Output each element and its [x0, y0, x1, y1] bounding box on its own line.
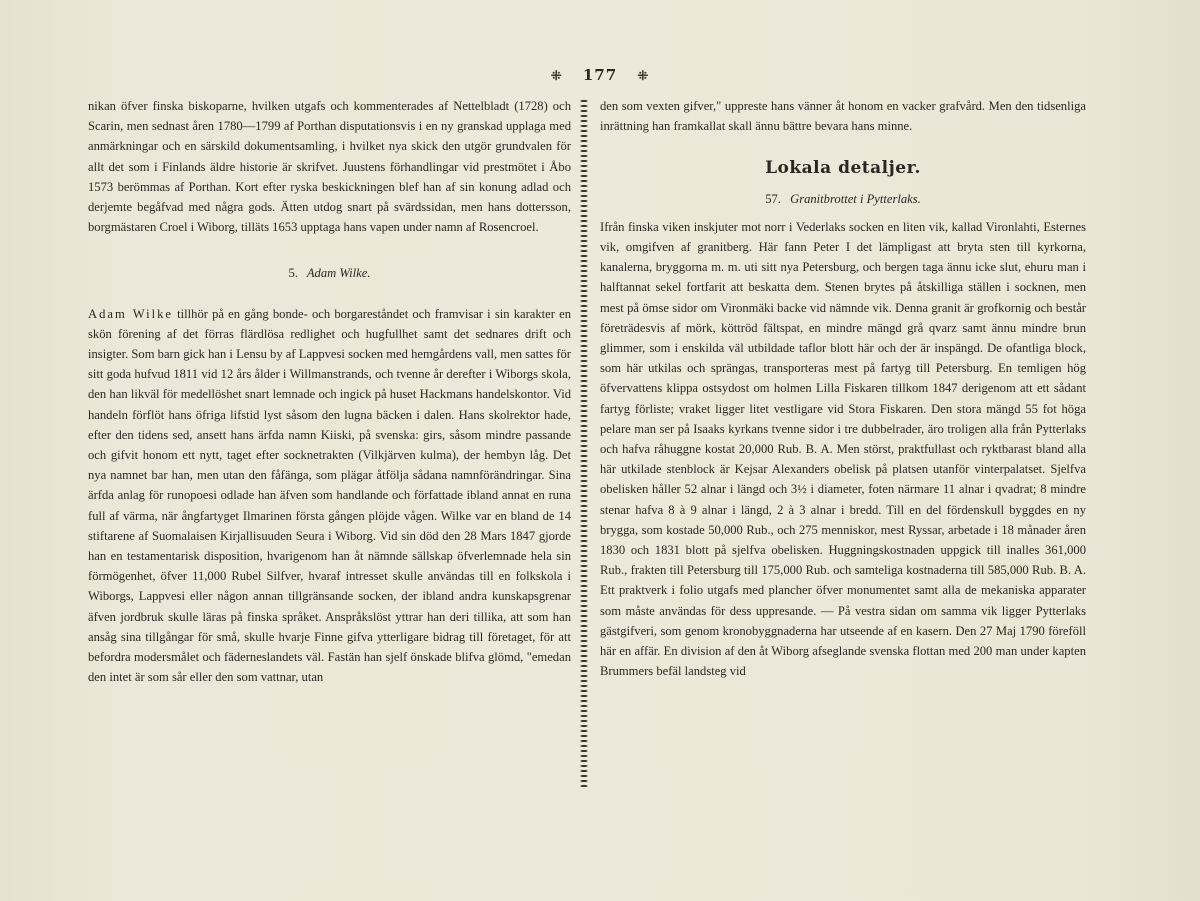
page-header	[0, 66, 1200, 84]
section-heading-57	[600, 189, 1086, 209]
ornament-left-icon: ⁜	[550, 69, 563, 84]
section-heading-5	[88, 263, 571, 283]
paragraph-lead-name: Adam Wilke	[88, 306, 173, 321]
section-title: Adam Wilke.	[306, 266, 371, 281]
column-divider	[580, 100, 588, 790]
left-paragraph-2	[88, 304, 571, 688]
section-title: Granitbrottet i Pytterlaks.	[790, 191, 921, 206]
left-column	[88, 96, 571, 687]
chapter-heading: Lokala detaljer.	[765, 158, 921, 179]
right-column	[600, 96, 1086, 681]
section-number: 5.	[288, 266, 298, 281]
section-number: 57.	[765, 191, 781, 206]
ornament-right-icon: ⁜	[637, 69, 650, 84]
page-number: 177	[582, 66, 618, 84]
paragraph-body: tillhör på en gång bonde- och borgareståndet och framvisar i sin karakter en skön förening af det förras flärdlösa redlighet och hugfullhet samt det sednares drift och insigter. Som barn gick han i Lensu by af Lappvesi socken med hemgårdens vall, men sattes för sitt goda hufvud 1811 vid 12 års ålder i Willmanstrands, och tvenne år derefter i Wiborgs skola, den han likväl för medellöshet snart lemnade och ingick på huset Hackmans handelskontor. Vid handeln förflöt hans öfriga lifstid lyst såsom den lugna bäcken i dalen. Hans skolrektor hade, efter den tidens sed, ansett hans ärfda namn Kiiski, på svenska: girs, såsom mindre passande och gifvit honom ett nytt, taget efter socknetrakten (Vilkjärven kulma), der hembyn låg. Det nya namnet bar han, men utan den fåfänga, som plägar åtfölja sådana namnförändringar. Sina ärfda anlag för runopoesi odlade han äfven som handlande och författade ibland annat en runa full af värma, när ångfartyget Ilmarinen första gången plöjde vågen. Wilke var en bland de 14 stiftarene af Suomalaisen Kirjallisuuden Seura i Wiborg. Vid sin död den 28 Mars 1847 gjorde han en testamentarisk disposition, hvarigenom han åt nämnde sällskap öfverlemnade hela sin förmögenhet, öfver 11,000 Rubel Silfver, hvaraf intresset skulle användas till en folkskola i Wiborgs, Lappvesi eller någon annan tillgränsande socken, der ibland andra kunskapsgrenar äfven jordbruk skulle läras på finska språket. Anspråkslöst yttrar han deri tillika, att som han ansåg sina tillgångar för små, skulle hvarje Finne gifva ytterligare bidrag till företaget, för att befordra modersmålet och fäderneslandets väl. Fastän han sjelf önskade blifva glömd, "emedan den intet är som sår eller den som vattnar, utan	[88, 306, 571, 685]
right-paragraph-1: den som vexten gifver," uppreste hans vänner åt honom en vacker grafvård. Men den tidsenliga inrättning han framkallat skall ännu bättre bevara hans minne.	[600, 99, 1086, 134]
right-paragraph-2: Ifrån finska viken inskjuter mot norr i Vederlaks socken en liten vik, kallad Vironlahti, Esternes vik, omgifven af granitberg. Här fann Peter I det lämpligast att bryta sten till kyrkorna, kanalerna, bryggorna m. m. uti sitt nya Petersburg, och bergen taga ännu icke slut, ehuru man i halftannat sekel fortfarit att beskatta dem. Stenen brytes på åtskilliga ställen i socknen, men mest på ömse sidor om Vironmäki backe vid nämnde vik. Denna granit är grofkornig och består företrädesvis af mörk, köttröd fältspat, en mindre mängd grå qvarz samt ännu mindre brun glimmer, som i enskilda väl utbildade taflor blott här och der är inspängd. De ofantliga block, som här utkilas och sprängas, transporteras mest på fartyg till Petersburg. En temligen hög öfvervattens klippa ostsydost om holmen Lilla Fiskaren tillkom 1847 derigenom att ett sådant fartyg förliste; vraket ligger litet vestligare vid Stora Fiskaren. Den stora mängd 55 fot höga pelare man ser på Isaaks kyrkans tvenne sidor i tre dubbelrader, äro troligen alla från Pytterlaks och hafva råhuggne kostat 20,000 Rub. B. A. Men störst, praktfullast och ryktbarast bland alla här utkilade stenblock är Kejsar Alexanders obelisk på platsen utanför vinterpalatset. Sjelfva obelisken håller 52 alnar i längd och 3½ i diameter, foten närmare 11 alnar i qvadrat; 8 mindre stenar hafva 8 à 9 alnar i längd, 2 à 3 alnar i bredd. Till en del fördenskull byggdes en ny brygga, som kostade 50,000 Rub., och 275 menniskor, mest Ryssar, arbetade i 18 månader åren 1830 och 1831 blott på sjelfva obelisken. Huggningskostnaden uppgick till inalles 361,000 Rub., frakten till Petersburg till 175,000 Rub. och samteliga kostnaderna till 585,000 Rub. B. A. Ett praktverk i folio utgafs med plancher öfver monumentet samt alla de mekaniska apparater som måste användas för dess uppresande. — På vestra sidan om samma vik ligger Pytterlaks gästgifveri, som genom kronobyggnaderna har utseende af en kasern. Den 27 Maj 1790 föreföll här en affär. En division af den åt Wiborg afseglande svenska flottan med 200 man under kapten Brummers befäl landsteg vid	[600, 219, 1086, 679]
left-paragraph-1: nikan öfver finska biskoparne, hvilken utgafs och kommenterades af Nettelbladt (1728) och Scarin, men sednast åren 1780—1799 af Porthan disputationsvis i en ny granskad upplaga med anmärkningar och en särskild dokumentsamling, i hvilket nya skick den utgör grundvalen för allt det som i Finlands äldre historie är skrifvet. Juustens förhandlingar vid prestmötet i Åbo 1573 berömmas af Porthan. Kort efter ryska beskickningen blef han af sin konung adlad och derjemte begåfvad med några gods. Ätten utdog snart på svärdssidan, men hans dottersson, borgmästaren Croel i Wiborg, tilläts 1653 upptaga hans vapen under namn af Rosencroel.	[88, 99, 571, 235]
